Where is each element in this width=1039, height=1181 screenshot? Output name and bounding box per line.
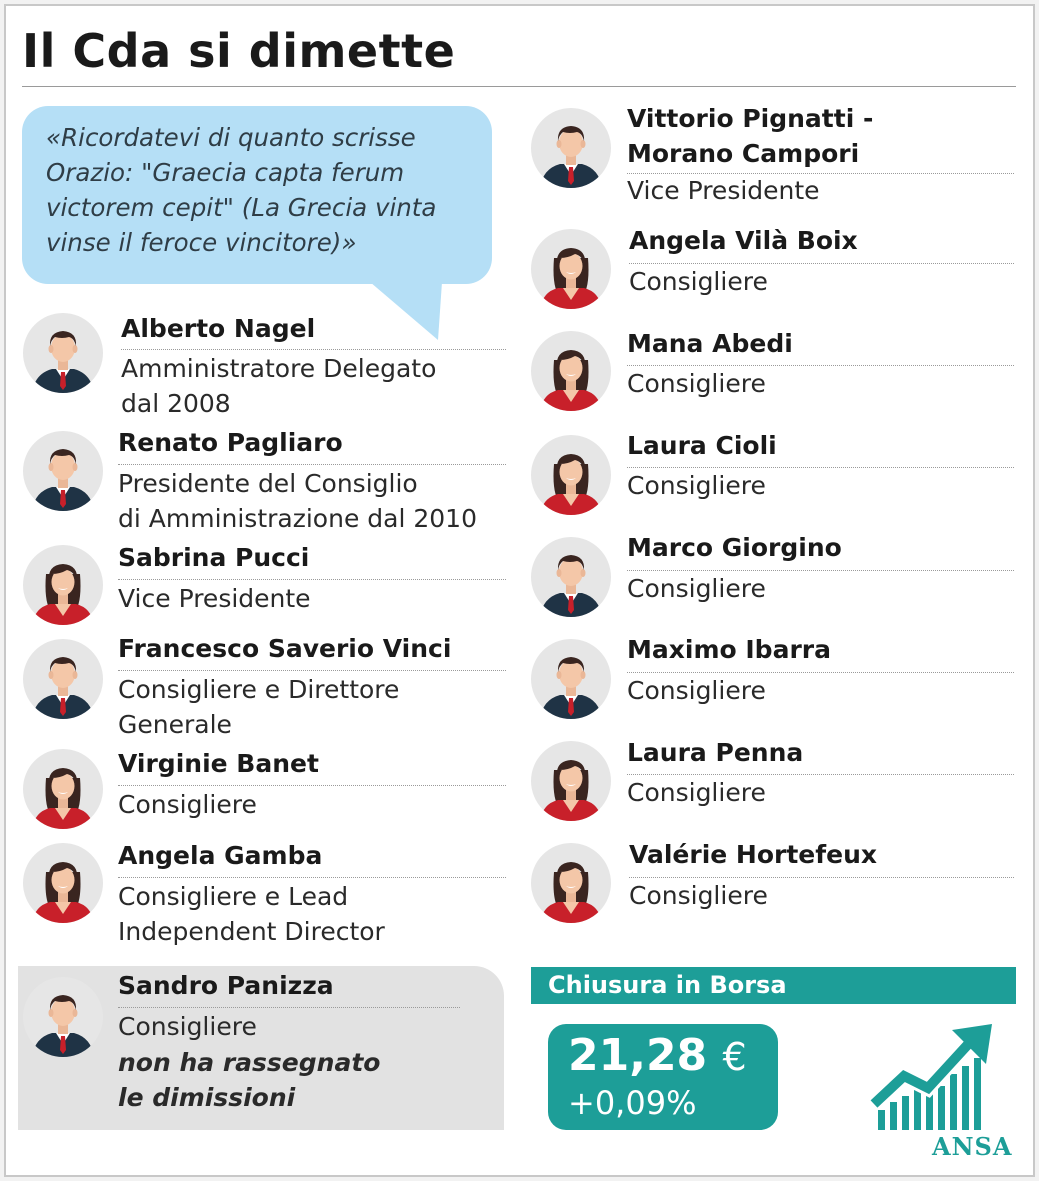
- currency-symbol: €: [722, 1035, 747, 1079]
- member-name: Maximo Ibarra: [627, 635, 831, 664]
- male-avatar-icon: [530, 107, 612, 189]
- member-divider: [118, 464, 506, 465]
- title-divider: [22, 86, 1016, 87]
- member-divider: [121, 349, 506, 350]
- member-role: di Amministrazione dal 2010: [118, 504, 477, 533]
- member-name: Francesco Saverio Vinci: [118, 634, 452, 663]
- not-resigned-note: non ha rassegnato: [118, 1048, 381, 1077]
- member-role: Generale: [118, 710, 232, 739]
- price-change: +0,09%: [568, 1084, 697, 1122]
- female-avatar-icon: [22, 544, 104, 626]
- member-role: Consigliere: [627, 369, 766, 398]
- member-role: Consigliere: [629, 881, 768, 910]
- female-avatar-icon: [22, 748, 104, 830]
- member-role: Consigliere: [629, 267, 768, 296]
- member-divider: [118, 877, 506, 878]
- member-role: Consigliere: [627, 778, 766, 807]
- member-divider: [118, 579, 506, 580]
- member-name: Morano Campori: [627, 139, 860, 168]
- quote-line: «Ricordatevi di quanto scrisse: [46, 123, 416, 152]
- male-avatar-icon: [22, 638, 104, 720]
- member-role: Consigliere e Lead: [118, 882, 349, 911]
- member-role: Presidente del Consiglio: [118, 469, 418, 498]
- member-divider: [118, 785, 506, 786]
- member-name: Sandro Panizza: [118, 971, 334, 1000]
- male-avatar-icon: [22, 976, 104, 1058]
- member-name: Valérie Hortefeux: [629, 840, 878, 869]
- member-name: Renato Pagliaro: [118, 428, 343, 457]
- member-role: Consigliere: [627, 574, 766, 603]
- quote-line: victorem cepit" (La Grecia vinta: [46, 193, 437, 222]
- ansa-logo: ANSA: [932, 1132, 1013, 1161]
- price-value: 21,28: [568, 1030, 708, 1081]
- quote-text: [46, 120, 476, 260]
- member-role: Amministratore Delegato: [121, 354, 437, 383]
- member-name: Laura Cioli: [627, 431, 777, 460]
- female-avatar-icon: [530, 330, 612, 412]
- member-role: Vice Presidente: [627, 176, 820, 205]
- member-role: Consigliere: [627, 471, 766, 500]
- male-avatar-icon: [22, 430, 104, 512]
- member-role: Independent Director: [118, 917, 385, 946]
- borsa-label: Chiusura in Borsa: [548, 971, 787, 999]
- female-avatar-icon: [22, 842, 104, 924]
- member-name: Angela Vilà Boix: [629, 226, 858, 255]
- quote-line: vinse il feroce vincitore)»: [46, 228, 357, 257]
- member-name: Mana Abedi: [627, 329, 793, 358]
- female-avatar-icon: [530, 434, 612, 516]
- page-title: Il Cda si dimette: [22, 24, 456, 78]
- member-role: Consigliere e Direttore: [118, 675, 400, 704]
- female-avatar-icon: [530, 740, 612, 822]
- female-avatar-icon: [530, 228, 612, 310]
- male-avatar-icon: [530, 638, 612, 720]
- member-name: Alberto Nagel: [121, 314, 316, 343]
- quote-bubble-tail: [370, 282, 450, 344]
- member-divider: [118, 670, 506, 671]
- rising-chart-icon: [868, 1022, 998, 1132]
- member-role: Consigliere: [118, 790, 257, 819]
- member-name: Marco Giorgino: [627, 533, 842, 562]
- member-role: Vice Presidente: [118, 584, 311, 613]
- member-name: Laura Penna: [627, 738, 804, 767]
- member-role: Consigliere: [627, 676, 766, 705]
- member-name: Virginie Banet: [118, 749, 319, 778]
- member-name: Vittorio Pignatti -: [627, 104, 874, 133]
- stock-price: [568, 1030, 747, 1083]
- member-name: Sabrina Pucci: [118, 543, 310, 572]
- male-avatar-icon: [530, 536, 612, 618]
- member-role: dal 2008: [121, 389, 231, 418]
- female-avatar-icon: [530, 842, 612, 924]
- male-avatar-icon: [22, 312, 104, 394]
- quote-line: Orazio: "Graecia capta ferum: [46, 158, 405, 187]
- member-name: Angela Gamba: [118, 841, 323, 870]
- not-resigned-note: le dimissioni: [118, 1083, 296, 1112]
- member-divider: [118, 1007, 460, 1008]
- member-role: Consigliere: [118, 1012, 257, 1041]
